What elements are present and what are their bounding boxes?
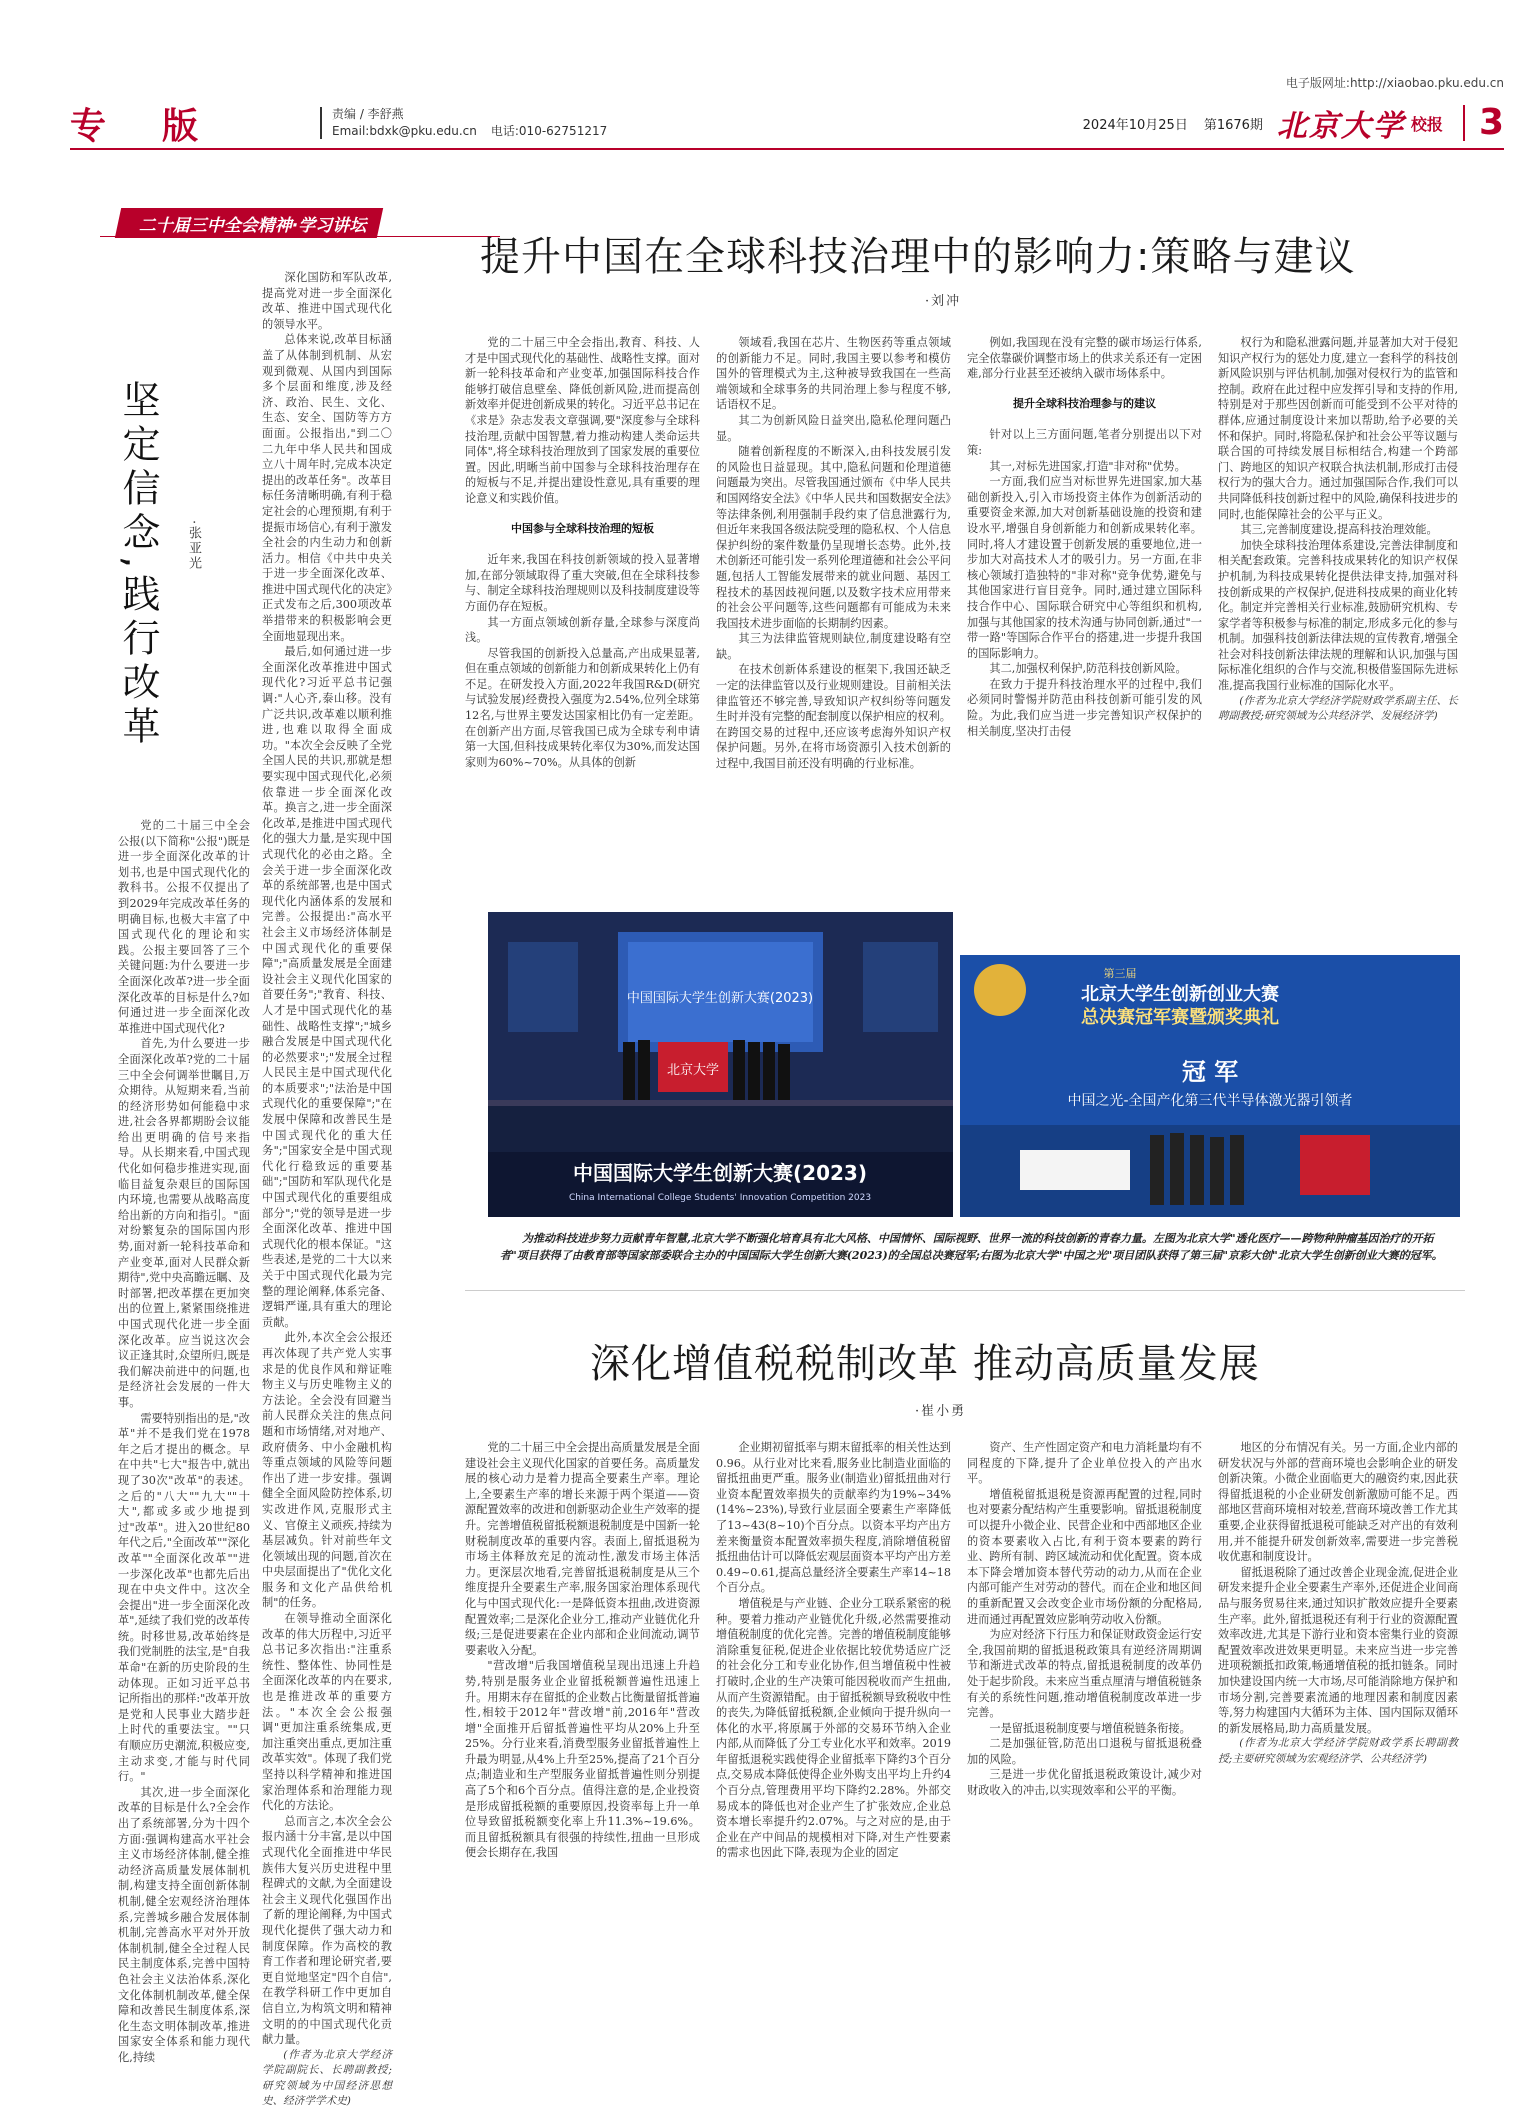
article3-column-4 <box>1218 1440 1458 2035</box>
section-divider <box>465 1290 1465 1291</box>
author-note: (作者为北京大学经济学院财政学系副主任、长聘副教授;研究领域为公共经济学、发展经济学) <box>1218 694 1458 723</box>
article1-column-a <box>118 818 250 2064</box>
paragraph: 加快全球科技治理体系建设,完善法律制度和相关配套政策。完善科技成果转化的知识产权保护机制,为科技成果转化提供法律支持,加强对科技创新成果的产权保护,促进科技成果的商业化转化。制定并完善相关行业标准,鼓励研究机构、专家学者等积极参与标准的制定,形成多元化的参与机制。加强科技创新法律法规的宣传教育,增强全社会对科技创新法律法规的理解和认识,加强与国际标准化组织的合作与交流,积极借鉴国际先进标准,提高我国行业标准的国际化水平。 <box>1218 538 1458 693</box>
paragraph: 总体来说,改革目标涵盖了从体制到机制、从宏观到微观、从国内到国际多个层面和维度,涉及经济、政治、民生、文化、生态、安全、国防等方方面面。公报指出,"到二〇二九年中华人民共和国成立八十周年时,完成本决定提出的改革任务"。改革目标任务清晰明确,有利于稳定社会的心理预期,有利于提振市场信心,有利于激发全社会的内生动力和创新活力。相信《中共中央关于进一步全面深化改革、推进中国式现代化的决定》正式发布之后,300项改革举措带来的积极影响会更全面地显现出来。 <box>262 333 392 643</box>
paragraph: 其二为创新风险日益突出,隐私伦理问题凸显。 <box>716 413 951 443</box>
paragraph: 三是进一步优化留抵退税政策设计,减少对财政收入的冲击,以实现效率和公平的平衡。 <box>967 1768 1202 1798</box>
article2-headline: 提升中国在全球科技治理中的影响力:策略与建议 <box>480 234 1356 280</box>
editor-phone: 电话:010-62751217 <box>490 124 608 138</box>
paragraph: 其二,加强权利保护,防范科技创新风险。 <box>989 662 1187 676</box>
page-number: 3 <box>1463 105 1504 141</box>
article1-title: 坚定信念,践行改革 <box>116 380 160 751</box>
editor-info <box>332 106 621 140</box>
champion-label: 冠 军 <box>1181 1058 1239 1086</box>
paragraph: 其一方面点领域创新存量,全球参与深度尚浅。 <box>465 615 700 645</box>
paragraph: 增值税留抵退税是资源再配置的过程,同时也对要素分配结构产生重要影响。留抵退税制度可以提升小微企业、民营企业和中西部地区企业的资本要素收入占比,有利于资本要素的跨行业、跨所有制、跨区域流动和优化配置。资本成本下降会增加资本替代劳动的动力,从而在企业内部可能产生对劳动的替代。而在企业和地区间的重新配置又会改变企业市场份额的分配格局,进而通过再配置效应影响劳动收入份额。 <box>967 1487 1202 1626</box>
banner-underline <box>100 236 500 237</box>
paragraph: 其一,对标先进国家,打造"非对称"优势。 <box>989 459 1186 473</box>
paragraph: 为应对经济下行压力和保证财政资金运行安全,我国前期的留抵退税政策具有逆经济周期调节和渐进式改革的特点,留抵退税制度的改革仍处于起步阶段。未来应当重点厘清与增值税链条有关的系统性问题,推动增值税制度改革进一步完善。 <box>967 1628 1202 1720</box>
paragraph: 在技术创新体系建设的框架下,我国还缺乏一定的法律监管以及行业规则建设。目前相关法律监管还不够完善,导致知识产权纠纷等问题发生时并没有完整的配套制度以保护相应的权利。在跨国交易的过程中,还应该考虑海外知识产权保护问题。另外,在将市场资源引入技术创新的过程中,我国目前还没有明确的行业标准。 <box>716 663 951 771</box>
paragraph: 地区的分布情况有关。另一方面,企业内部的研发状况与外部的营商环境也会影响企业的研发创新决策。小微企业面临更大的融资约束,因此获得留抵退税的小企业研发创新激励可能不足。西部地区营商环境相对较差,营商环境改善工作尤其重要,企业获得留抵退税可能缺乏对产出的有效利用,并不能提升研发创新效率,需要进一步完善税收优惠和制度设计。 <box>1218 1441 1458 1564</box>
event-badge: 第三届 <box>1103 967 1137 980</box>
author-note: (作者为北京大学经济学院财政学系长聘副教授;主要研究领域为宏观经济学、公共经济学) <box>1218 1737 1458 1765</box>
paragraph: 党的二十届三中全会提出高质量发展是全面建设社会主义现代化国家的首要任务。高质量发展的核心动力是着力提高全要素生产率。理论上,全要素生产率的增长来源于两个渠道——资源配置效率的改进和创新驱动企业生产效率的提升。完善增值税留抵税额退税制度是中国新一轮财税制度改革的重要内容。表面上,留抵退税为市场主体释放充足的流动性,激发市场主体活力。更深层次地看,完善留抵退税制度是从三个维度提升全要素生产率,服务国家治理体系现代化与中国式现代化:一是降低资本扭曲,改进资源配置效率;二是深化企业分工,推动产业链优化升级;三是促进要素在企业内部和企业间流动,调节要素收入分配。 <box>465 1441 700 1657</box>
paragraph: 权行为和隐私泄露问题,并显著加大对于侵犯知识产权行为的惩处力度,建立一套科学的科技创新风险识别与评估机制,加强对侵权行为的监管和控制。政府在此过程中应发挥引导和支持的作用,特别是对于那些因创新而可能受到不公平对待的群体,应通过制度设计来加以帮助,给予必要的关怀和保护。同时,将隐私保护和社会公平等议题与联合国的可持续发展目标相结合,构建一个跨部门、跨地区的知识产权联合执法机制,形成打击侵权行为的强大合力。通过加强国际合作,我们可以共同降低科技创新过程中的风险,确保科技进步的同时,也能保障社会的公平与正义。 <box>1218 336 1458 521</box>
subheading: 中国参与全球科技治理的短板 <box>511 521 654 535</box>
paragraph: 首先,为什么要进一步全面深化改革?党的二十届三中全会何调举世瞩目,万众期待。从短期来看,当前的经济形势如何能稳中求进,社会各界都期盼会议能给出更明确的信号来指导。从长期来看,中国式现代化如何稳步推进实现,面临目益复杂艰巨的国际国内环境,也需要从战略高度给出新的方向和指引。"面对纷繁复杂的国际国内形势,面对新一轮科技革命和产业变革,面对人民群众新期待",党中央高瞻远瞩、及时部署,把改革摆在更加突出的位置上,紧紧围绕推进中国式现代化进一步全面深化改革。应当说这次会议正逢其时,众望所归,既是我们解决前进中的问题,也是经济社会发展的一件大事。 <box>118 1037 250 1409</box>
subheading: 提升全球科技治理参与的建议 <box>1013 396 1156 410</box>
paragraph: 一是留抵退税制度要与增值税链条衔接。 <box>989 1721 1191 1735</box>
issue-number: 第1676期 <box>1203 117 1263 133</box>
event-subtitle: 总决赛冠军赛暨颁奖典礼 <box>1081 1007 1279 1028</box>
paragraph: 随着创新程度的不断深入,由科技发展引发的风险也日益显现。其中,隐私问题和伦理道德问题最为突出。尽管我国通过颁布《中华人民共和国网络安全法》《中华人民共和国数据安全法》等法律条例,利用强制手段约束了信息泄露行为,但近年来我国各级法院受理的隐私权、个人信息保护纠纷的案件数量仍呈现增长态势。此外,技术创新还可能引发一系列伦理道德和社会公平问题,包括人工智能发展带来的就业问题、基因工程技术的基因歧视问题,以及数字技术应用带来的社会公平问题等,这些问题都有可能成为未来我国技术进步面临的长期制约因素。 <box>716 445 951 630</box>
author-note: (作者为北京大学经济学院副院长、长聘副教授;研究领域为中国经济思想史、经济学学术史) <box>262 2048 392 2108</box>
issue-date: 2024年10月25日 <box>1082 117 1188 133</box>
paragraph: 在领导推动全面深化改革的伟大历程中,习近平总书记多次指出:"注重系统性、整体性、协同性是全面深化改革的内在要求,也是推进改革的重要方法。"本次全会公报强调"更加注重系统集成,更加注重突出重点,更加注重改革实效"。体现了我们党坚持以科学精神和推进国家治理体系和治理能力现代化的方法论。 <box>262 1612 392 1813</box>
competition-banner: 中国国际大学生创新大赛(2023) <box>573 1161 867 1185</box>
article3-author: ·崔小勇 <box>915 1404 967 1419</box>
article2-column-3 <box>967 335 1202 895</box>
paragraph: 在致力于提升科技治理水平的过程中,我们必须同时警惕并防范由科技创新可能引发的风险。为此,我们应当进一步完善知识产权保护的相关制度,坚决打击侵 <box>967 677 1202 738</box>
event-title: 北京大学生创新创业大赛 <box>1081 984 1279 1005</box>
article3-headline: 深化增值税税制改革 推动高质量发展 <box>590 1341 1260 1387</box>
paragraph: 一方面,我们应当对标世界先进国家,加大基础创新投入,引入市场投资主体作为创新活动的重要资金来源,加大对创新基础设施的投资和建设水平,增强自身创新能力和创新成果转化率。同时,将人才建设置于创新发展的重要地位,进一步加大对高技术人才的吸引力。另一方面,在非核心领域打造独特的"非对称"竞争优势,避免与其他国家进行盲目竞争。同时,通过建立国际科技合作中心、国际联合研究中心等组织和机构,加强与其他国家的技术沟通与协同创新,通过"一带一路"等国际合作平台的搭建,进一步提升我国的国际影响力。 <box>967 475 1202 660</box>
editor-contact <box>332 123 621 140</box>
stage-screen-title: 中国国际大学生创新大赛(2023) <box>626 991 814 1006</box>
column-banner: 二十届三中全会精神·学习讲坛 <box>138 216 367 236</box>
paragraph: 例如,我国现在没有完整的碳市场运行体系,完全依靠碳价调整市场上的供求关系还有一定困难,部分行业甚至还被纳入碳市场体系中。 <box>967 336 1202 381</box>
paragraph: 企业期初留抵率与期末留抵率的相关性达到0.96。从行业对比来看,服务业比制造业面临的留抵扭曲更严重。服务业(制造业)留抵扭曲对行业资本配置效率损失的贡献率约为19%~34%(14%~23%),导致行业层面全要素生产率降低了13~43(8~10)个百分点。以资本平均产出方差来衡量资本配置效率损失程度,消除增值税留抵扭曲估计可以降低宏观层面资本平均产出方差0.49~0.61,提高总量经济全要素生产率14~18个百分点。 <box>716 1441 951 1595</box>
competition-banner-en: China International College Students' Innovation Competition 2023 <box>568 1193 872 1203</box>
masthead <box>70 102 1504 147</box>
paragraph: 深化国防和军队改革,提高党对进一步全面深化改革、推进中国式现代化的领导水平。 <box>262 271 392 331</box>
article3-column-3 <box>967 1440 1202 2035</box>
editor-email[interactable]: Email:bdxk@pku.edu.cn <box>332 124 477 138</box>
article2-column-4 <box>1218 335 1458 895</box>
masthead-separator <box>320 107 322 139</box>
paragraph: 此外,本次全会公报还再次体现了共产党人实事求是的优良作风和辩证唯物主义与历史唯物主义的方法论。全会没有回避当前人民群众关注的焦点问题和市场情绪,对对地产、政府债务、中小金融机构等重点领域的风险等问题作出了进一步安排。强调健全全面风险防控体系,切实改进作风,克服形式主义、官僚主义顽疾,持续为基层减负。针对前些年文化领域出现的问题,首次在中央层面提出了"优化文化服务和文化产品供给机制"的任务。 <box>262 1331 392 1610</box>
paragraph: 党的二十届三中全会指出,教育、科技、人才是中国式现代化的基础性、战略性支撑。面对新一轮科技革命和产业变革,加强国际科技合作能够打破信息壁垒、降低创新风险,进而提高创新效率并促进创新成果的转化。习近平总书记在《求是》杂志发表文章强调,要"深度参与全球科技治理,贡献中国智慧,着力推动构建人类命运共同体",将全球科技治理放到了国家发展的重要位置。因此,明晰当前中国参与全球科技治理存在的短板与不足,并提出建设性意见,具有重要的理论意义和实践价值。 <box>465 336 700 505</box>
photo-caption: 为推动科技进步努力贡献青年智慧,北京大学不断强化培育具有北大风格、中国情怀、国际视野、世界一流的科技创新的青春力量。左图为北京大学"透化医疗——跨物种肿瘤基因治疗的开拓者"项目获得了由教育部等国家部委联合主办的中国国际大学生创新大赛(2023)的全国总决赛冠军;右图为北京大学"中国之光"项目团队获得了第三届"京彩大创"北京大学生创新创业大赛的冠军。 <box>500 1232 1443 1262</box>
paragraph: 党的二十届三中全会公报(以下简称"公报")既是进一步全面深化改革的计划书,也是中国式现代化的教科书。公报不仅提出了到2029年完成改革任务的明确目标,也极大丰富了中国式现代化的理论和实践。公报主要回答了三个关键问题:为什么要进一步全面深化改革?进一步全面深化改革的目标是什么?如何通过进一步全面深化改革推进中国式现代化? <box>118 819 250 1035</box>
paragraph: 领域看,我国在芯片、生物医药等重点领域的创新能力不足。同时,我国主要以参考和模仿国外的管理模式为主,这种被导致我国在一些高端领域和全球事务的共同治理上参与程度不够,话语权不足。 <box>716 336 951 412</box>
newspaper-logo: 北京大学 <box>1276 109 1405 144</box>
paragraph: 留抵退税除了通过改善企业现金流,促进企业研发来提升企业全要素生产率外,还促进企业间商品与服务贸易往来,通过知识扩散效应提升全要素生产率。此外,留抵退税还有利于行业的资源配置效率改进,尤其是下游行业和资本密集行业的资源配置效率改进效果更明显。未来应当进一步完善进项税额抵扣政策,畅通增值税的抵扣链条。同时加快建设国内统一大市场,尽可能消除地方保护和市场分割,完善要素流通的地理因素和制度因素等,努力构建国内大循环为主体、国内国际双循环的新发展格局,助力高质量发展。 <box>1218 1565 1458 1735</box>
masthead-right <box>1083 101 1504 145</box>
paragraph: 资产、生产性固定资产和电力消耗量均有不同程度的下降,提升了企业单位投入的产出水平。 <box>967 1441 1202 1486</box>
article2-column-2 <box>716 335 951 895</box>
paragraph: 尽管我国的创新投入总量高,产出成果显著,但在重点领域的创新能力和创新成果转化上仍有不足。在研发投入方面,2022年我国R&D(研究与试验发展)经费投入强度为2.54%,位列全球第12名,与世界主要发达国家相比仍有一定差距。在创新产出方面,尽管我国已成为全球专利申请第一大国,但科技成果转化率仅为30%,而发达国家则为60%~70%。从具体的创新 <box>465 646 700 769</box>
article1-author: ·张亚光 <box>186 520 201 572</box>
paragraph: 最后,如何通过进一步全面深化改革推进中国式现代化?习近平总书记强调:"人心齐,泰山移。没有广泛共识,改革难以顺利推进,也难以取得全面成功。"本次全会反映了全党全国人民的共识,那就是想要实现中国式现代化,必须依靠进一步全面深化改革。换言之,进一步全面深化改革,是推进中国式现代化的强大力量,是实现中国式现代化的必由之路。全会关于进一步全面深化改革的系统部署,也是中国式现代化内涵体系的发展和完善。公报提出:"高水平社会主义市场经济体制是中国式现代化的重要保障";"高质量发展是全面建设社会主义现代化国家的首要任务";"教育、科技、人才是中国式现代化的基础性、战略性支撑";"城乡融合发展是中国式现代化的必然要求";"发展全过程人民民主是中国式现代化的本质要求";"法治是中国式现代化的重要保障";"在发展中保障和改善民生是中国式现代化的重大任务";"国家安全是中国式现代化行稳致远的重要基础";"国防和军队现代化是中国式现代化的重要组成部分";"党的领导是进一步全面深化改革、推进中国式现代化的根本保证。"这些表述,是党的二十大以来关于中国式现代化最为完整的理论阐释,体系完备、逻辑严谨,具有重大的理论贡献。 <box>262 645 392 1329</box>
article3-column-1 <box>465 1440 700 2035</box>
section-name: 专版 <box>70 105 255 147</box>
paragraph: 需要特别指出的是,"改革"并不是我们党在1978年之后才提出的概念。早在中共"七大"报告中,就出现了30次"改革"的表述。之后的"八大""九大""十大",都或多或少地提到过"改革"。进入20世纪80年代之后,"全面改革""深化改革""全面深化改革""进一步深化改革"也都先后出现在中央文件中。这次全会提出"进一步全面深化改革",延续了我们党的改革传统。时移世易,改革始终是我们党制胜的法宝,是"自我革命"在新的历史阶段的生动体现。正如习近平总书记所指出的那样:"改革开放是党和人民事业大踏步赶上时代的重要法宝。""只有顺应历史潮流,积极应变,主动求变,才能与时代同行。" <box>118 1411 250 1784</box>
editor-name: 责编 / 李舒燕 <box>332 107 404 121</box>
article2-column-1 <box>465 335 700 895</box>
photo-right <box>960 955 1460 1217</box>
paragraph: 针对以上三方面问题,笔者分别提出以下对策: <box>967 428 1202 457</box>
paragraph: 二是加强征管,防范出口退税与留抵退税叠加的风险。 <box>967 1737 1202 1766</box>
paragraph: 增值税是与产业链、企业分工联系紧密的税种。要着力推动产业链优化升级,必然需要推动增值税制度的优化完善。完善的增值税制度能够消除重复征税,促进企业依据比较优势适应广泛的社会化分工和专业化协作,但当增值税中性被打破时,企业的生产决策可能因税收而产生扭曲,从而产生资源错配。由于留抵税额导致税收中性的丧失,为降低留抵税额,企业倾向于提升纵向一体化的水平,将原属于外部的交易环节纳入企业内部,从而降低了分工专业化水平和效率。2019年留抵退税实践使得企业留抵率下降约3个百分点,交易成本降低使得企业外购支出平均上升约4个百分点,管理费用平均下降约2.28%。外部交易成本的降低也对企业产生了扩张效应,企业总资本增长率提升约2.07%。与之对应的是,由于企业在产中间品的规模相对下降,对生产性要素的需求也因此下降,表现为企业的固定 <box>716 1596 951 1860</box>
article1-column-b <box>262 270 392 2108</box>
team-flag: 北京大学 <box>666 1063 720 1078</box>
photo-left <box>488 912 953 1217</box>
paragraph: "营改增"后我国增值税呈现出迅速上升趋势,特别是服务业企业留抵税额普遍性迅速上升。用期末存在留抵的企业数占比衡量留抵普遍性,相较于2012年"营改增"前,2016年"营改增"全面推开后留抵普遍性平均从20%上升至25%。分行业来看,消费型服务业留抵普遍性上升最为明显,从4%上升至25%,提高了21个百分点;制造业和生产型服务业留抵普遍性则分别提高了5个和6个百分点。值得注意的是,企业投资是形成留抵税额的重要原因,投资率每上升一单位导致留抵税额变化率上升11.3%~19.6%。而且留抵税额具有很强的持续性,扭曲一旦形成便会长期存在,我国 <box>465 1659 700 1860</box>
paragraph: 其三为法律监管规则缺位,制度建设略有空缺。 <box>716 632 951 661</box>
article3-column-2 <box>716 1440 951 2035</box>
article2-author: ·刘冲 <box>925 294 962 309</box>
paragraph: 其次,进一步全面深化改革的目标是什么?全会作出了系统部署,分为十四个方面:强调构建高水平社会主义市场经济体制,健全推动经济高质量发展体制机制,构建支持全面创新体制机制,健全宏观经济治理体系,完善城乡融合发展体制机制,完善高水平对外开放体制机制,健全全过程人民民主制度体系,完善中国特色社会主义法治体系,深化文化体制机制改革,健全保障和改善民生制度体系,深化生态文明体制改革,推进国家安全体系和能力现代化,持续 <box>118 1785 250 2064</box>
champion-team: 中国之光-全国产化第三代半导体激光器引领者 <box>1067 1093 1353 1109</box>
masthead-rule <box>70 148 1504 150</box>
paragraph: 其三,完善制度建设,提高科技治理效能。 <box>1240 523 1438 537</box>
page-url: 电子版网址:http://xiaobao.pku.edu.cn <box>1285 76 1504 90</box>
paragraph: 近年来,我国在科技创新领域的投入显著增加,在部分领域取得了重大突破,但在全球科技参与、制定全球科技治理规则以及科技制度建设等方面仍存在短板。 <box>465 553 700 613</box>
newspaper-logo-sub: 校报 <box>1410 114 1443 134</box>
paragraph: 总而言之,本次全会公报内涵十分丰富,是以中国式现代化全面推进中华民族伟大复兴历史进程中里程碑式的文献,为全面建设社会主义现代化强国作出了新的理论阐释,为中国式现代化提供了强大动力和制度保障。作为高校的教育工作者和理论研究者,要更自觉地坚定"四个自信",在教学科研工作中更加自信自立,为构筑文明和精神文明的的中国式现代化贡献力量。 <box>262 1814 392 2047</box>
